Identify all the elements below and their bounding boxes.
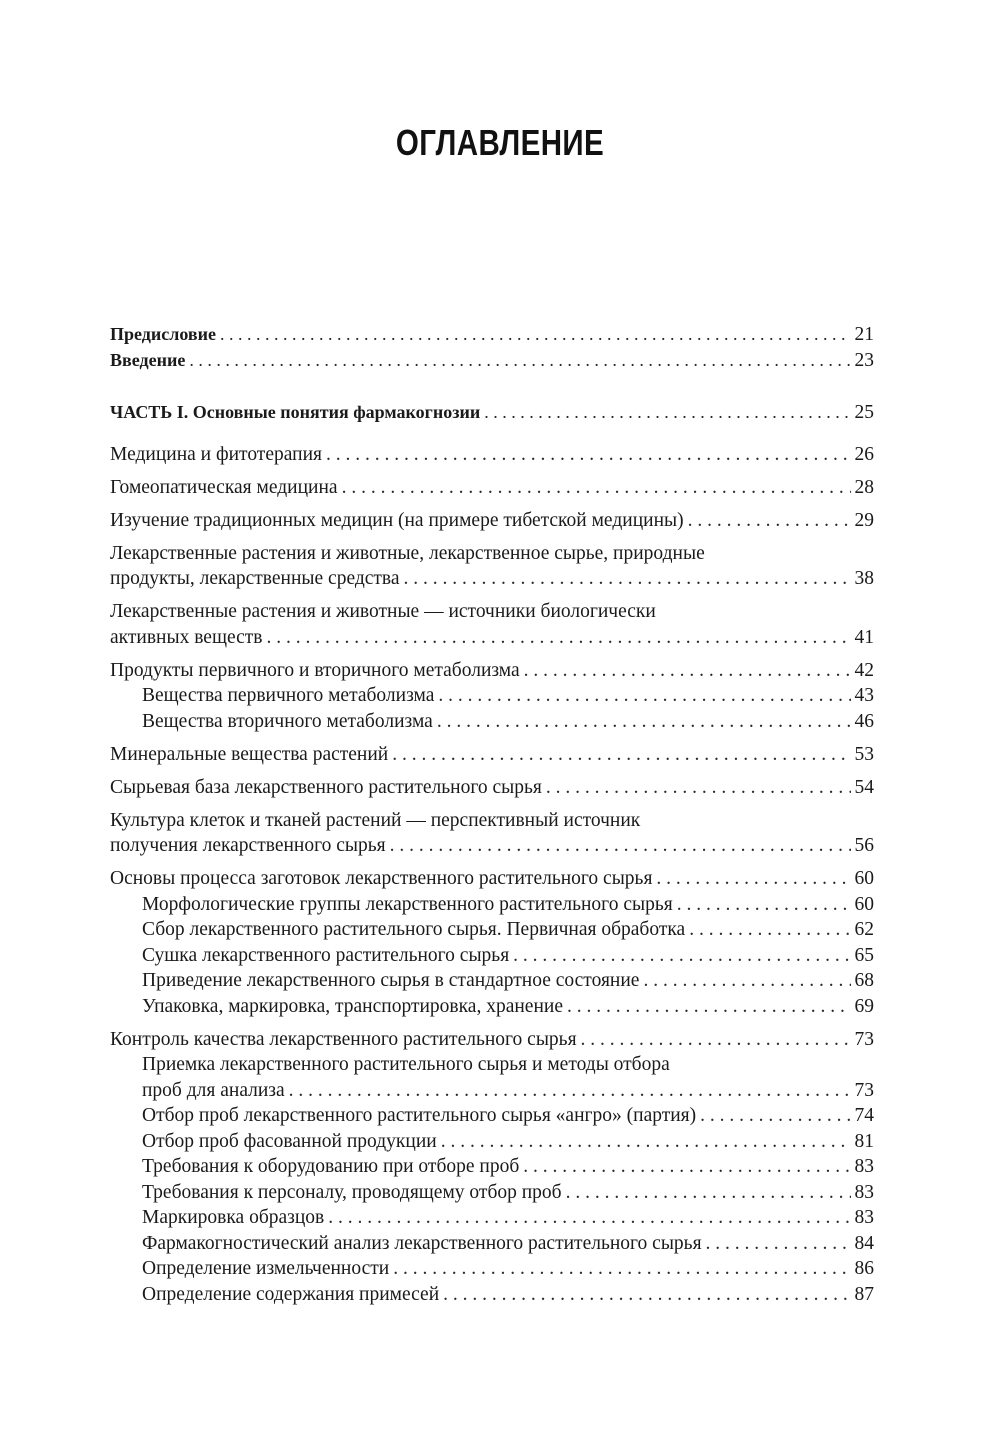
dot-leader — [656, 866, 850, 892]
toc-entry-row — [142, 1129, 874, 1155]
toc-entry-title-line: Культура клеток и тканей растений — перспективный источник — [110, 809, 641, 831]
dot-leader — [567, 994, 851, 1020]
dot-leader — [392, 742, 850, 768]
toc-entry[interactable] — [110, 866, 874, 892]
toc-entry-title: ЧАСТЬ I. Основные понятия фармакогнозии — [110, 402, 481, 422]
toc-entry[interactable] — [110, 599, 874, 650]
toc-subentry[interactable] — [110, 1103, 874, 1129]
toc-page-number: 43 — [854, 685, 874, 706]
toc-subentry[interactable] — [110, 1180, 874, 1206]
toc-subentry[interactable] — [110, 683, 874, 709]
dot-leader — [342, 475, 851, 501]
toc-entry-title: Предисловие — [110, 324, 216, 344]
dot-leader — [523, 1154, 850, 1180]
toc-entry-row — [142, 917, 874, 943]
toc-page-number: 56 — [854, 835, 874, 856]
toc-subentry[interactable] — [110, 968, 874, 994]
toc-page-number: 41 — [854, 626, 874, 648]
toc-entry-row — [110, 322, 874, 348]
toc-entry-title: Вещества вторичного метаболизма — [142, 710, 433, 732]
toc-page-number: 73 — [854, 1028, 874, 1050]
dot-leader — [643, 968, 850, 994]
toc-entry-row — [110, 775, 874, 801]
dot-leader — [706, 1231, 851, 1257]
dot-leader — [524, 658, 851, 684]
toc-entry-title: Требования к оборудованию при отборе проб — [142, 1156, 520, 1177]
toc-entry-row — [142, 1256, 874, 1282]
dot-leader — [289, 1078, 851, 1104]
toc-subentry[interactable] — [110, 709, 874, 735]
toc-entry-title: Определение содержания примесей — [142, 1283, 440, 1305]
dot-leader — [267, 625, 851, 651]
toc-entry-title: Отбор проб фасованной продукции — [142, 1130, 437, 1152]
toc-page-number: 69 — [854, 995, 874, 1017]
toc-page-number: 81 — [854, 1130, 874, 1152]
dot-leader — [689, 917, 850, 943]
toc-page-number: 65 — [854, 944, 874, 966]
toc-entry-row — [142, 1205, 874, 1231]
toc-entry[interactable] — [110, 775, 874, 801]
toc-entry[interactable] — [110, 348, 874, 374]
dot-leader — [484, 400, 850, 426]
toc-entry-row — [110, 475, 874, 501]
toc-entry-title: Упаковка, маркировка, транспортировка, хранение — [142, 995, 563, 1017]
dot-leader — [566, 1180, 851, 1206]
toc-entry-title: Сбор лекарственного растительного сырья. Первичная обработка — [142, 919, 686, 940]
toc-entry-row — [142, 1078, 874, 1104]
dot-leader — [404, 566, 851, 592]
dot-leader — [443, 1282, 850, 1308]
toc-entry-title: Введение — [110, 349, 186, 370]
toc-page-number: 38 — [854, 568, 874, 589]
toc-entry-row — [110, 348, 874, 374]
toc-subentry[interactable] — [110, 1256, 874, 1282]
toc-entry-row — [142, 1282, 874, 1308]
toc-entry-row — [142, 1231, 874, 1257]
toc-entry-row — [110, 442, 874, 468]
toc-page-number: 83 — [854, 1156, 874, 1177]
toc-page-number: 68 — [854, 970, 874, 991]
toc-page-number: 46 — [854, 710, 874, 732]
toc-page-number: 83 — [854, 1207, 874, 1228]
dot-leader — [393, 1256, 850, 1282]
toc-entry-title: Маркировка образцов — [142, 1207, 325, 1228]
toc-subentry[interactable] — [110, 1154, 874, 1180]
dot-leader — [189, 348, 850, 374]
toc-page-number: 21 — [854, 324, 874, 345]
dot-leader — [581, 1027, 851, 1053]
toc-entry-title: продукты, лекарственные средства — [110, 568, 400, 589]
toc-entry[interactable] — [110, 508, 874, 534]
toc-entry-title-line: Лекарственные растения и животные, лекарственное сырье, природные — [110, 542, 705, 564]
toc-entry-title: Гомеопатическая медицина — [110, 476, 338, 498]
dot-leader — [441, 1129, 851, 1155]
toc-entry-title: Изучение традиционных медицин (на примере тибетской медицины) — [110, 509, 684, 531]
toc-entry[interactable] — [110, 442, 874, 468]
dot-leader — [220, 322, 851, 348]
toc-page-number: 60 — [854, 868, 874, 889]
toc-entry-row — [110, 833, 874, 859]
toc-entry-row — [142, 968, 874, 994]
toc-page-number: 26 — [854, 443, 874, 465]
dot-leader — [328, 1205, 850, 1231]
toc-subentry[interactable] — [110, 1052, 874, 1103]
dot-leader — [390, 833, 851, 859]
toc-entry-row — [142, 709, 874, 735]
toc-subentry[interactable] — [110, 892, 874, 918]
toc-page-number: 25 — [854, 402, 874, 423]
page-title: ОГЛАВЛЕНИЕ — [395, 122, 605, 163]
toc-entry[interactable] — [110, 400, 874, 426]
dot-leader — [438, 683, 850, 709]
toc-entry[interactable] — [110, 658, 874, 684]
table-of-contents — [110, 322, 874, 1307]
toc-entry-title: проб для анализа — [142, 1079, 285, 1101]
toc-page-number: 28 — [854, 476, 874, 498]
toc-page-number: 84 — [854, 1232, 874, 1254]
toc-entry-title: Сушка лекарственного растительного сырья — [142, 944, 510, 966]
toc-entry-row — [142, 683, 874, 709]
toc-subentry[interactable] — [110, 1282, 874, 1308]
toc-entry-title: Требования к персоналу, проводящему отбор проб — [142, 1181, 562, 1203]
toc-page-number: 87 — [854, 1283, 874, 1305]
toc-page-number: 60 — [854, 893, 874, 915]
toc-entry-title-line: Приемка лекарственного растительного сырья и методы отбора — [142, 1054, 670, 1075]
toc-page-number: 83 — [854, 1181, 874, 1203]
toc-page-number: 42 — [854, 659, 874, 681]
toc-entry-title: активных веществ — [110, 626, 263, 648]
toc-entry-title: Определение измельченности — [142, 1258, 390, 1279]
toc-page-number: 73 — [854, 1079, 874, 1101]
toc-entry-title: Морфологические группы лекарственного растительного сырья — [142, 893, 673, 915]
toc-subentry[interactable] — [110, 943, 874, 969]
toc-entry-row — [142, 943, 874, 969]
toc-entry-title: Медицина и фитотерапия — [110, 443, 322, 465]
toc-entry-row — [142, 994, 874, 1020]
toc-page-number: 54 — [854, 776, 874, 798]
dot-leader — [437, 709, 851, 735]
toc-subentry[interactable] — [110, 1129, 874, 1155]
dot-leader — [326, 442, 851, 468]
toc-entry-row — [142, 892, 874, 918]
toc-entry-row — [110, 625, 874, 651]
toc-entry-title: Фармакогностический анализ лекарственного растительного сырья — [142, 1232, 702, 1254]
toc-entry-row — [110, 866, 874, 892]
toc-subentry[interactable] — [110, 1231, 874, 1257]
toc-page-number: 74 — [854, 1105, 874, 1126]
toc-entry-title: Отбор проб лекарственного растительного сырья «ангро» (партия) — [142, 1105, 697, 1126]
toc-entry-row — [142, 1103, 874, 1129]
toc-subentry[interactable] — [110, 1205, 874, 1231]
toc-subentry[interactable] — [110, 917, 874, 943]
toc-entry-row — [110, 566, 874, 592]
toc-entry[interactable] — [110, 1027, 874, 1053]
toc-entry-title: получения лекарственного сырья — [110, 835, 386, 856]
dot-leader — [513, 943, 850, 969]
toc-entry-row — [142, 1154, 874, 1180]
toc-entry-title: Основы процесса заготовок лекарственного растительного сырья — [110, 868, 653, 889]
toc-entry-row — [110, 658, 874, 684]
toc-entry-title: Вещества первичного метаболизма — [142, 685, 435, 706]
toc-entry-row — [110, 742, 874, 768]
toc-entry-title: Контроль качества лекарственного растительного сырья — [110, 1028, 577, 1050]
dot-leader — [546, 775, 851, 801]
toc-entry[interactable] — [110, 808, 874, 859]
toc-entry-title-line: Лекарственные растения и животные — источники биологически — [110, 601, 656, 622]
toc-page-number: 62 — [854, 919, 874, 940]
toc-entry-title: Сырьевая база лекарственного растительного сырья — [110, 776, 542, 798]
toc-page-number: 53 — [854, 743, 874, 765]
toc-subentry[interactable] — [110, 994, 874, 1020]
toc-entry-title: Минеральные вещества растений — [110, 743, 389, 765]
toc-page-number: 23 — [854, 349, 874, 371]
toc-entry[interactable] — [110, 475, 874, 501]
toc-entry-row — [110, 508, 874, 534]
toc-entry-row — [110, 400, 874, 426]
toc-page-number: 29 — [854, 509, 874, 531]
toc-entry-title: Приведение лекарственного сырья в стандартное состояние — [142, 970, 640, 991]
toc-entry[interactable] — [110, 322, 874, 348]
toc-entry[interactable] — [110, 541, 874, 592]
dot-leader — [688, 508, 851, 534]
dot-leader — [700, 1103, 850, 1129]
toc-entry[interactable] — [110, 742, 874, 768]
toc-entry-row — [142, 1180, 874, 1206]
toc-page-number: 86 — [854, 1258, 874, 1279]
toc-entry-row — [110, 1027, 874, 1053]
toc-entry-title: Продукты первичного и вторичного метаболизма — [110, 659, 520, 681]
dot-leader — [677, 892, 851, 918]
